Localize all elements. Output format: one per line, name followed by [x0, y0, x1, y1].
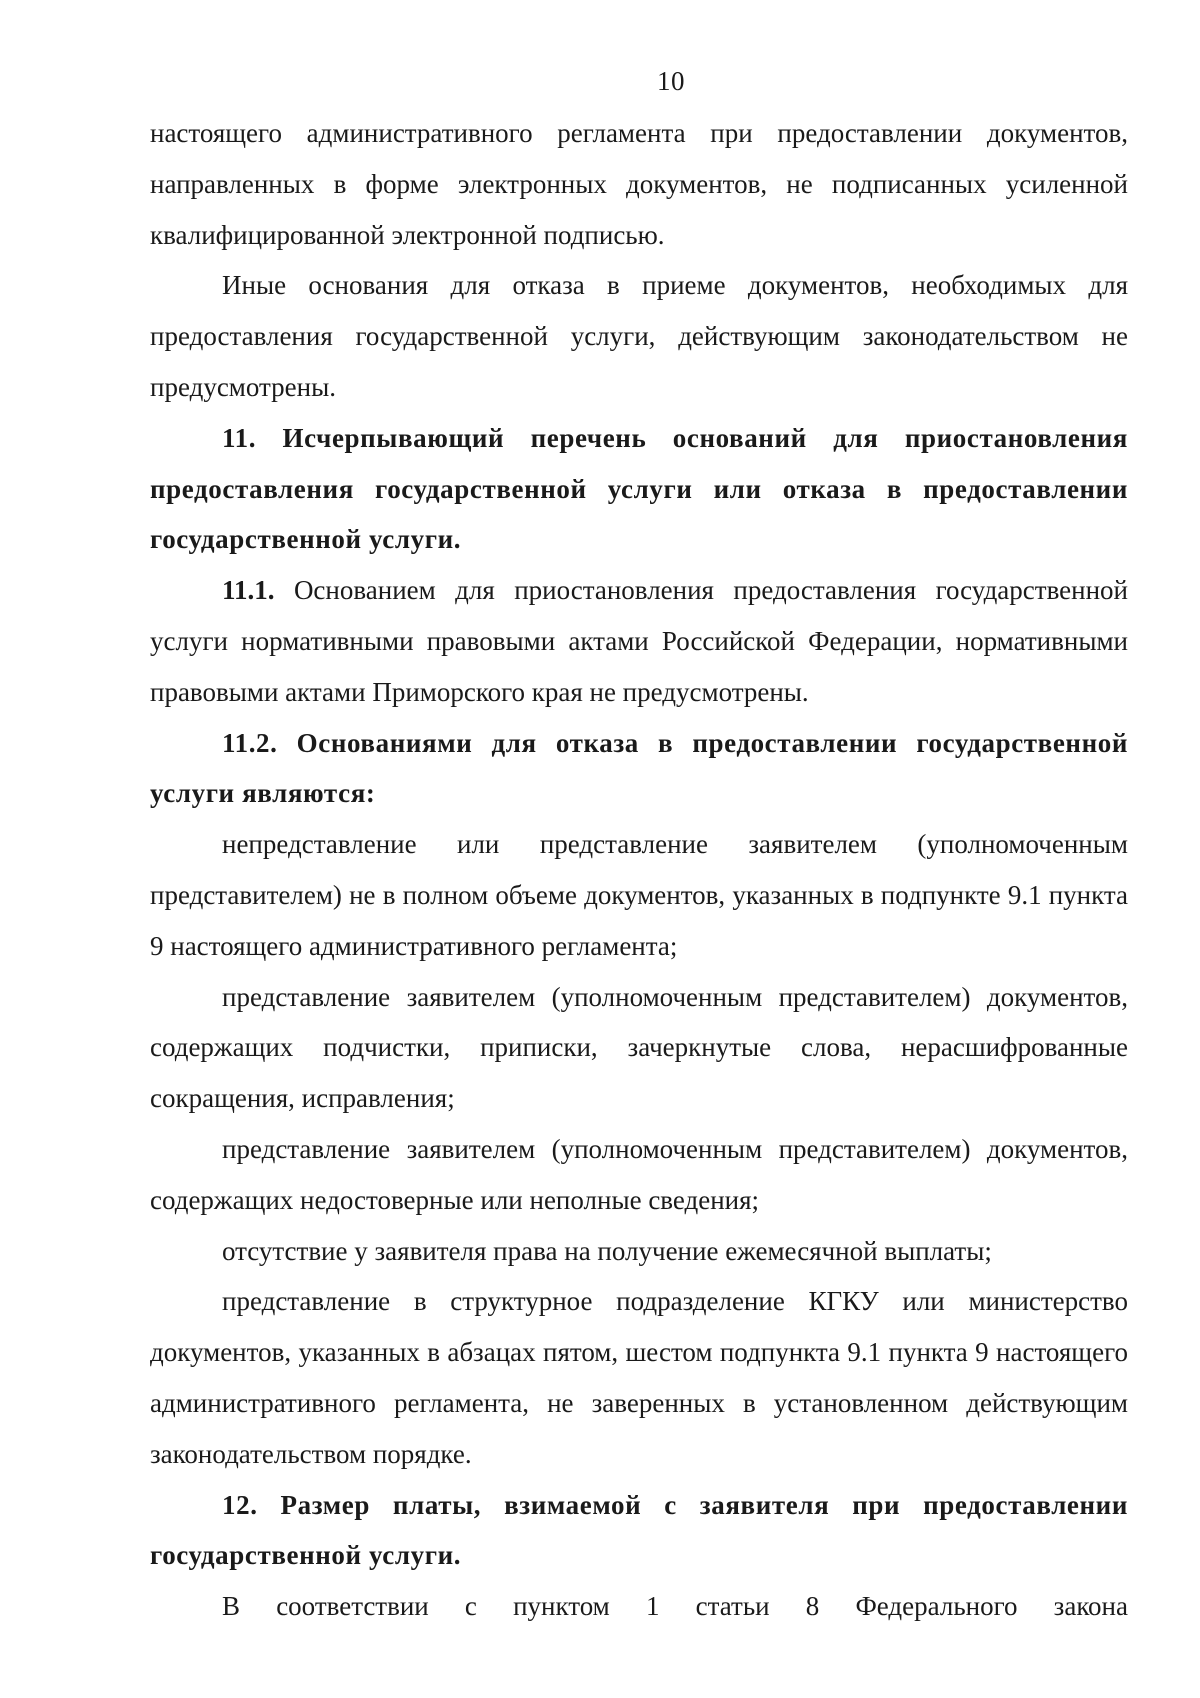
- paragraph-continuation: настоящего административного регламента при предоставлении документов, направленных в форме электронных документов, не подписанных усиленной квалифицированной электронной подписью.: [150, 118, 1128, 250]
- clause-number-11-1: 11.1.: [222, 575, 275, 606]
- paragraph-other-grounds: Иные основания для отказа в приеме документов, необходимых для предоставления государственной услуги, действующим законодательством не предусмотрены.: [150, 270, 1128, 402]
- section-heading-11: 11. Исчерпывающий перечень оснований для приостановления предоставления государственной услуги или отказа в предоставлении государственной услуги.: [150, 422, 1128, 555]
- list-item: представление в структурное подразделение КГКУ или министерство документов, указанных в абзацах пятом, шестом подпункта 9.1 пункта 9 настоящего административного регламента, не заверенных в установленном действующим законодательством порядке.: [150, 1286, 1128, 1469]
- clause-text-11-1: Основанием для приостановления предоставления государственной услуги нормативными правовыми актами Российской Федерации, нормативными правовыми актами Приморского края не предусмотрены.: [150, 575, 1128, 707]
- document-body: [150, 108, 1128, 1632]
- list-item: представление заявителем (уполномоченным представителем) документов, содержащих недостоверные или неполные сведения;: [150, 1133, 1128, 1215]
- section-heading-12: 12. Размер платы, взимаемой с заявителя при предоставлении государственной услуги.: [150, 1489, 1128, 1571]
- list-item: непредставление или представление заявителем (уполномоченным представителем) не в полном объеме документов, указанных в подпункте 9.1 пункта 9 настоящего административного регламента;: [150, 829, 1128, 961]
- paragraph-12-start: В соответствии с пунктом 1 статьи 8 Федерального закона: [222, 1591, 1128, 1622]
- page-number: 10: [657, 66, 685, 96]
- paragraph-11-1: [150, 565, 1128, 717]
- section-heading-11-2: 11.2. Основаниями для отказа в предоставлении государственной услуги являются:: [150, 727, 1128, 809]
- list-item: отсутствие у заявителя права на получение ежемесячной выплаты;: [222, 1235, 992, 1266]
- list-item: представление заявителем (уполномоченным представителем) документов, содержащих подчистки, приписки, зачеркнутые слова, нерасшифрованные сокращения, исправления;: [150, 981, 1128, 1114]
